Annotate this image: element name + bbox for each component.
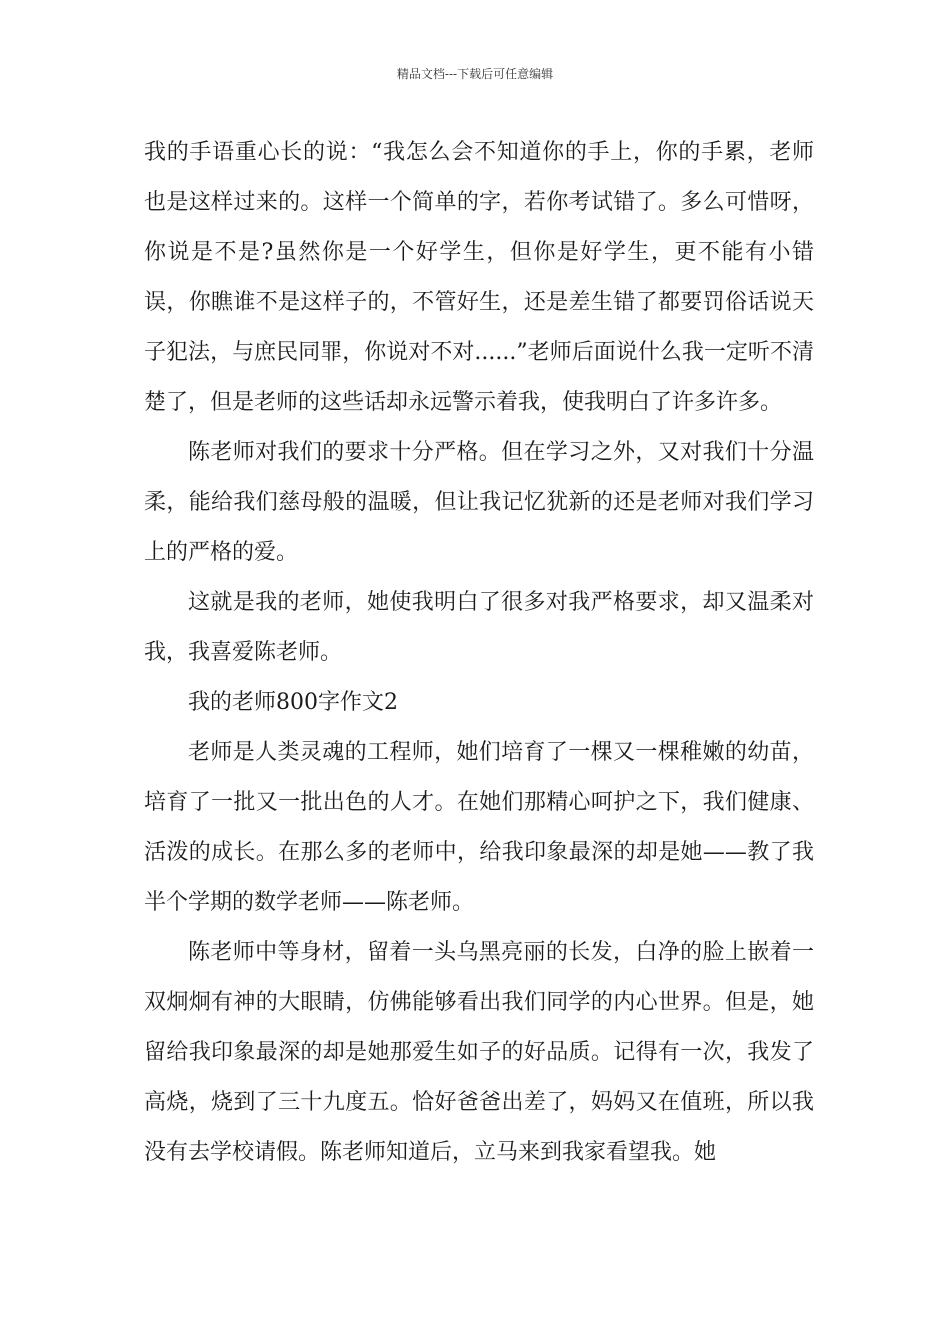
paragraph-3: 这就是我的老师，她使我明白了很多对我严格要求，却又温柔对我，我喜爱陈老师。 — [144, 590, 814, 665]
document-body — [144, 128, 814, 1178]
page-header: 精品文档---下载后可任意编辑 — [396, 67, 554, 81]
paragraph-2: 陈老师对我们的要求十分严格。但在学习之外，又对我们十分温柔，能给我们慈母般的温暖，但让我记忆犹新的还是老师对我们学习上的严格的爱。 — [144, 440, 814, 565]
essay-heading: 我的老师800字作文2 — [188, 690, 398, 715]
paragraph-1: 我的手语重心长的说：“我怎么会不知道你的手上，你的手累，老师也是这样过来的。这样一个简单的字，若你考试错了。多么可惜呀，你说是不是?虽然你是一个好学生，但你是好学生，更不能有小错误，你瞧谁不是这样子的，不管好生，还是差生错了都要罚俗话说天子犯法，与庶民同罪，你说对不对......”老师后面说什么我一定听不清楚了，但是老师的这些话却永远警示着我，使我明白了许多许多。 — [144, 140, 814, 415]
paragraph-5: 陈老师中等身材，留着一头乌黑亮丽的长发，白净的脸上嵌着一双炯炯有神的大眼睛，仿佛能够看出我们同学的内心世界。但是，她留给我印象最深的却是她那爱生如子的好品质。记得有一次，我发了高烧，烧到了三十九度五。恰好爸爸出差了，妈妈又在值班，所以我没有去学校请假。陈老师知道后，立马来到我家看望我。她 — [144, 940, 814, 1165]
paragraph-4: 老师是人类灵魂的工程师，她们培育了一棵又一棵稚嫩的幼苗，培育了一批又一批出色的人才。在她们那精心呵护之下，我们健康、活泼的成长。在那么多的老师中，给我印象最深的却是她——教了我半个学期的数学老师——陈老师。 — [144, 740, 814, 915]
